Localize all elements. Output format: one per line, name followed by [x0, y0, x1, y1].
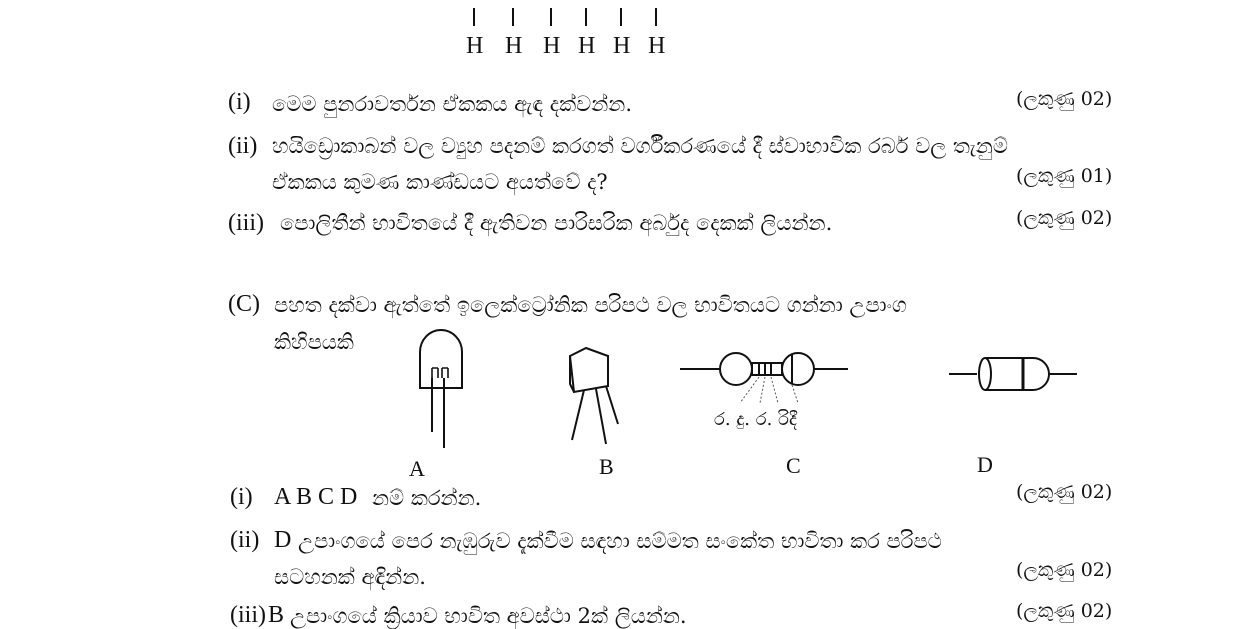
marks-label: (ලකුණු 02): [1016, 207, 1113, 229]
question-prefix: B: [268, 602, 285, 628]
component-label-d: D: [977, 452, 993, 477]
transistor-diagram: [560, 340, 640, 450]
section-label: (C): [228, 291, 260, 317]
component-label-a: A: [409, 456, 425, 481]
component-label-c: C: [786, 453, 801, 478]
question-number: (iii): [228, 210, 264, 236]
bond-line: [473, 8, 475, 26]
intro-text: පහත දක්වා ඇත්තේ ඉලෙක්ට්‍රෝනික පරිපථ වල භාවිතයට ගන්නා උපාංග: [274, 293, 907, 317]
question-text: නම් කරන්න.: [372, 486, 482, 510]
component-label-b: B: [599, 454, 614, 479]
bond-line: [585, 8, 587, 26]
marks-label: (ලකුණු 02): [1016, 88, 1113, 110]
question-number: (iii): [230, 602, 266, 628]
marks-label: (ලකුණු 02): [1016, 559, 1113, 581]
question-number: (i): [230, 484, 253, 510]
question-prefix: A B C D: [274, 484, 358, 510]
h-atom: H: [543, 33, 561, 59]
question-text: උපාංගයේ පෙර නැඹුරුව දැක්වීම සඳහා සම්මත සංකේත භාවිතා කර පරිපථ: [298, 529, 942, 553]
h-atom: H: [466, 33, 484, 59]
question-text-continued: සටහනක් අඳින්න.: [274, 565, 426, 589]
question-text: උපාංගයේ ක්‍රියාව භාවිත අවස්ථා 2ක් ලියන්න.: [290, 604, 687, 628]
marks-label: (ලකුණු 02): [1016, 600, 1113, 622]
bond-line: [655, 8, 657, 26]
h-atom: H: [505, 33, 523, 59]
resistor-diagram: [680, 345, 850, 415]
question-text: හයිඩ්‍රොකාබන් වල ව්‍යුහ පදනම් කරගත් වර්ගීකරණයේ දී ස්වාභාවික රබර් වල තැනුම්: [272, 134, 1008, 158]
led-diagram: [400, 320, 480, 460]
marks-label: (ලකුණු 01): [1016, 165, 1113, 187]
marks-label: (ලකුණු 02): [1016, 481, 1113, 503]
diode-diagram: [945, 350, 1085, 400]
intro-text-continued: කිහිපයකි: [274, 330, 354, 354]
bond-line: [620, 8, 622, 26]
question-number: (ii): [228, 133, 258, 159]
question-prefix: D: [274, 527, 292, 553]
question-text: මෙම පුනරාවර්තන ඒකකය ඇඳ දක්වන්න.: [272, 92, 633, 116]
h-atom: H: [613, 33, 631, 59]
color-code-label: ර. දු. ර. රිදී: [714, 409, 797, 430]
bond-line: [512, 8, 514, 26]
question-text: පොලිතීන් භාවිතයේ දී ඇතිවන පාරිසරික අර්බුද දෙකක් ලියන්න.: [280, 211, 833, 235]
h-atom: H: [648, 33, 666, 59]
question-number: (i): [228, 89, 251, 115]
question-number: (ii): [230, 527, 260, 553]
h-atom: H: [578, 33, 596, 59]
bond-line: [550, 8, 552, 26]
question-text-continued: ඒකකය කුමණ කාණ්ඩයට අයත්වේ ද?: [272, 170, 608, 194]
